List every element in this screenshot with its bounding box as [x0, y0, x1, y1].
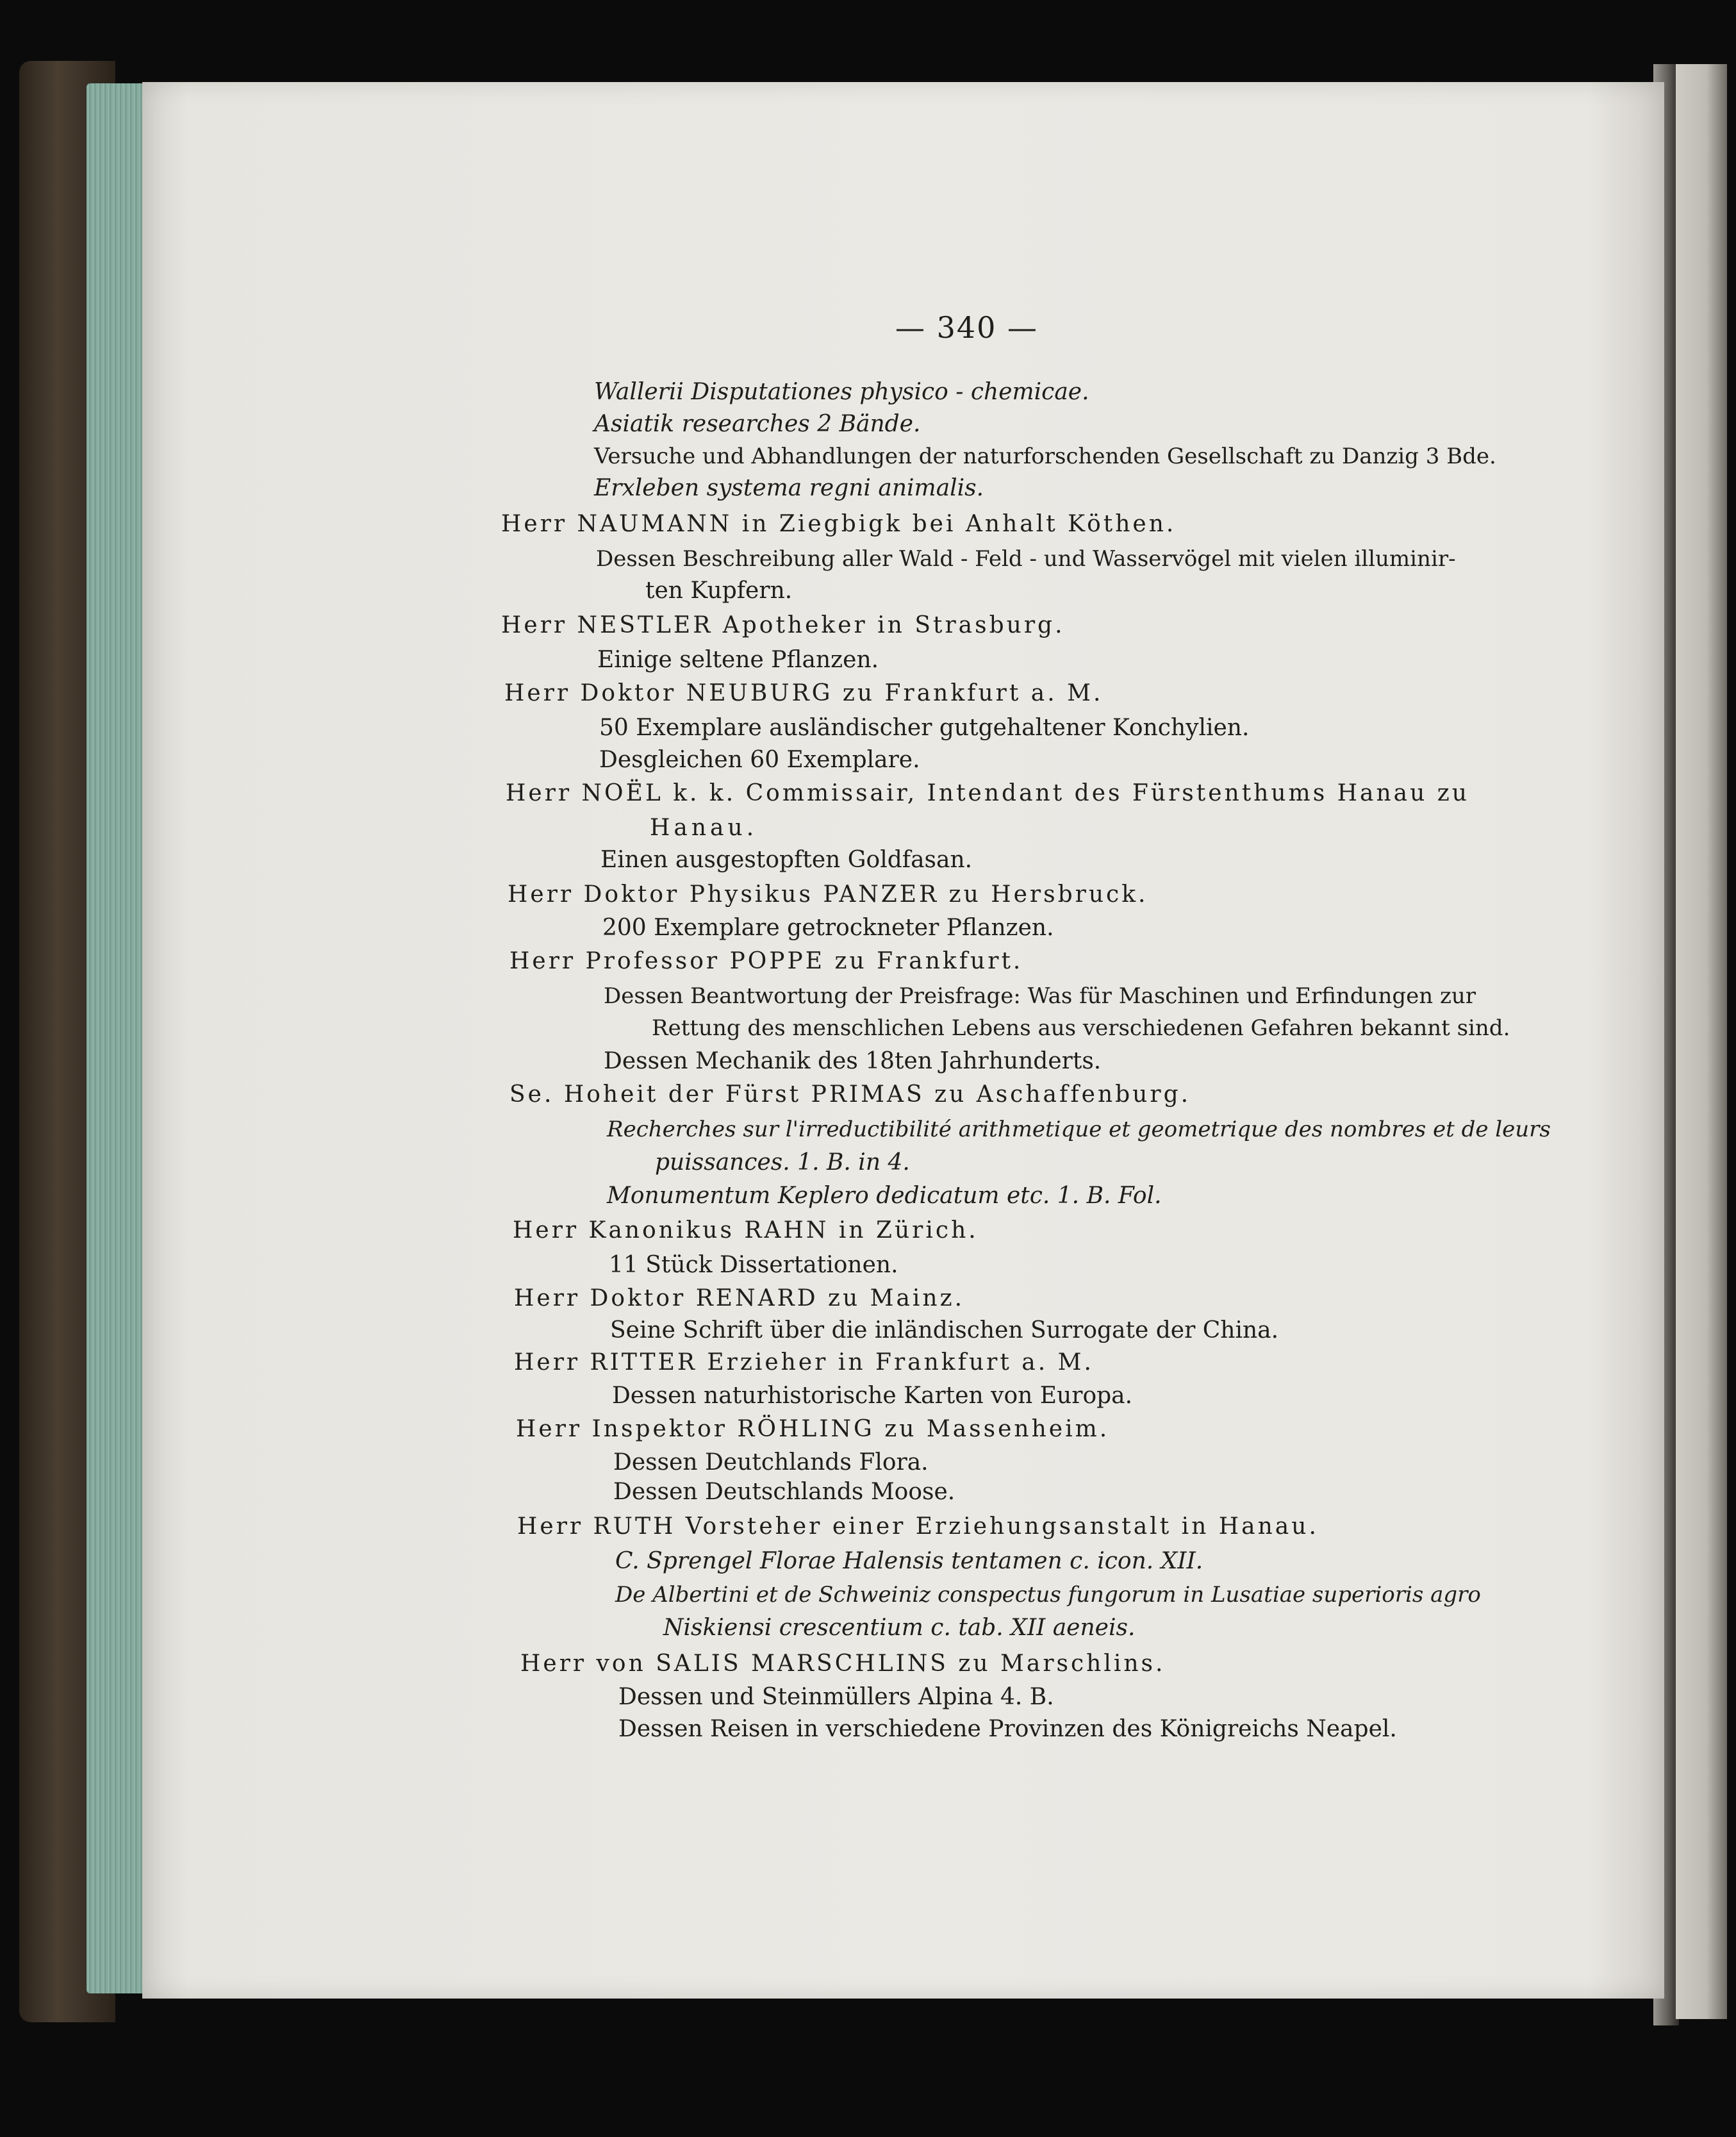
donor-heading: Herr NESTLER Apotheker in Strasburg.: [501, 612, 1065, 638]
entry-line: Dessen Deutschlands Moose.: [613, 1479, 955, 1505]
donor-heading: Herr von SALIS MARSCHLINS zu Marschlins.: [520, 1651, 1166, 1677]
entry-line: Recherches sur l'irreductibilité arithmetique et geometrique des nombres et de leurs: [607, 1117, 1551, 1142]
donor-heading: Herr Doktor RENARD zu Mainz.: [514, 1285, 965, 1311]
entry-line: Einen ausgestopften Goldfasan.: [600, 847, 973, 873]
entry-line: Hanau.: [650, 815, 758, 841]
entry-line: Wallerii Disputationes physico - chemicae.: [594, 379, 1089, 405]
entry-line: ten Kupfern.: [645, 578, 793, 604]
donor-heading: Herr Inspektor RÖHLING zu Massenheim.: [516, 1416, 1110, 1442]
donor-heading: Se. Hoheit der Fürst PRIMAS zu Aschaffenburg.: [509, 1081, 1191, 1108]
donor-heading: Herr Doktor Physikus PANZER zu Hersbruck.: [508, 881, 1148, 908]
donor-heading: Herr Doktor NEUBURG zu Frankfurt a. M.: [504, 680, 1104, 706]
entry-line: Dessen Beschreibung aller Wald - Feld - und Wasservögel mit vielen illuminir-: [596, 546, 1456, 572]
donor-heading: Herr NOËL k. k. Commissair, Intendant des Fürstenthums Hanau zu: [506, 780, 1469, 806]
donor-heading: Herr NAUMANN in Ziegbigk bei Anhalt Köthen.: [501, 511, 1177, 537]
entry-line: Dessen Beantwortung der Preisfrage: Was für Maschinen und Erfindungen zur: [604, 983, 1476, 1009]
entry-line: Dessen und Steinmüllers Alpina 4. B.: [618, 1684, 1054, 1710]
entry-line: puissances. 1. B. in 4.: [655, 1149, 910, 1176]
page-text: [142, 82, 1664, 1999]
entry-line: Dessen Mechanik des 18ten Jahrhunderts.: [604, 1048, 1102, 1074]
page-edges: [87, 83, 147, 1993]
entry-line: Versuche und Abhandlungen der naturforschenden Gesellschaft zu Danzig 3 Bde.: [594, 444, 1496, 469]
entry-line: Erxleben systema regni animalis.: [594, 475, 984, 501]
donor-heading: Herr RUTH Vorsteher einer Erziehungsanstalt in Hanau.: [517, 1513, 1319, 1540]
entry-line: Rettung des menschlichen Lebens aus verschiedenen Gefahren bekannt sind.: [652, 1015, 1510, 1041]
page-number: — 340 —: [895, 310, 1039, 345]
donor-heading: Herr RITTER Erzieher in Frankfurt a. M.: [514, 1349, 1094, 1376]
entry-line: Desgleichen 60 Exemplare.: [599, 747, 920, 773]
donor-heading: Herr Professor POPPE zu Frankfurt.: [509, 948, 1023, 974]
entry-line: 11 Stück Dissertationen.: [609, 1252, 898, 1278]
entry-line: C. Sprengel Florae Halensis tentamen c. icon. XII.: [615, 1548, 1203, 1574]
entry-line: Seine Schrift über die inländischen Surrogate der China.: [610, 1317, 1279, 1343]
entry-line: 200 Exemplare getrockneter Pflanzen.: [602, 915, 1054, 941]
entry-line: Monumentum Keplero dedicatum etc. 1. B. Fol.: [607, 1183, 1162, 1209]
book-page: [142, 82, 1664, 1999]
entry-line: Dessen Reisen in verschiedene Provinzen des Königreichs Neapel.: [618, 1716, 1397, 1742]
entry-line: Einige seltene Pflanzen.: [597, 647, 879, 673]
entry-line: Dessen naturhistorische Karten von Europa.: [612, 1383, 1133, 1409]
facing-page-edge: [1676, 64, 1727, 2019]
entry-line: 50 Exemplare ausländischer gutgehaltener Konchylien.: [599, 715, 1250, 741]
donor-heading: Herr Kanonikus RAHN in Zürich.: [513, 1217, 979, 1243]
entry-line: Asiatik researches 2 Bände.: [594, 411, 921, 437]
entry-line: Niskiensi crescentium c. tab. XII aeneis.: [663, 1615, 1136, 1641]
entry-line: De Albertini et de Schweiniz conspectus fungorum in Lusatiae superioris agro: [615, 1582, 1481, 1608]
entry-line: Dessen Deutchlands Flora.: [613, 1449, 929, 1476]
